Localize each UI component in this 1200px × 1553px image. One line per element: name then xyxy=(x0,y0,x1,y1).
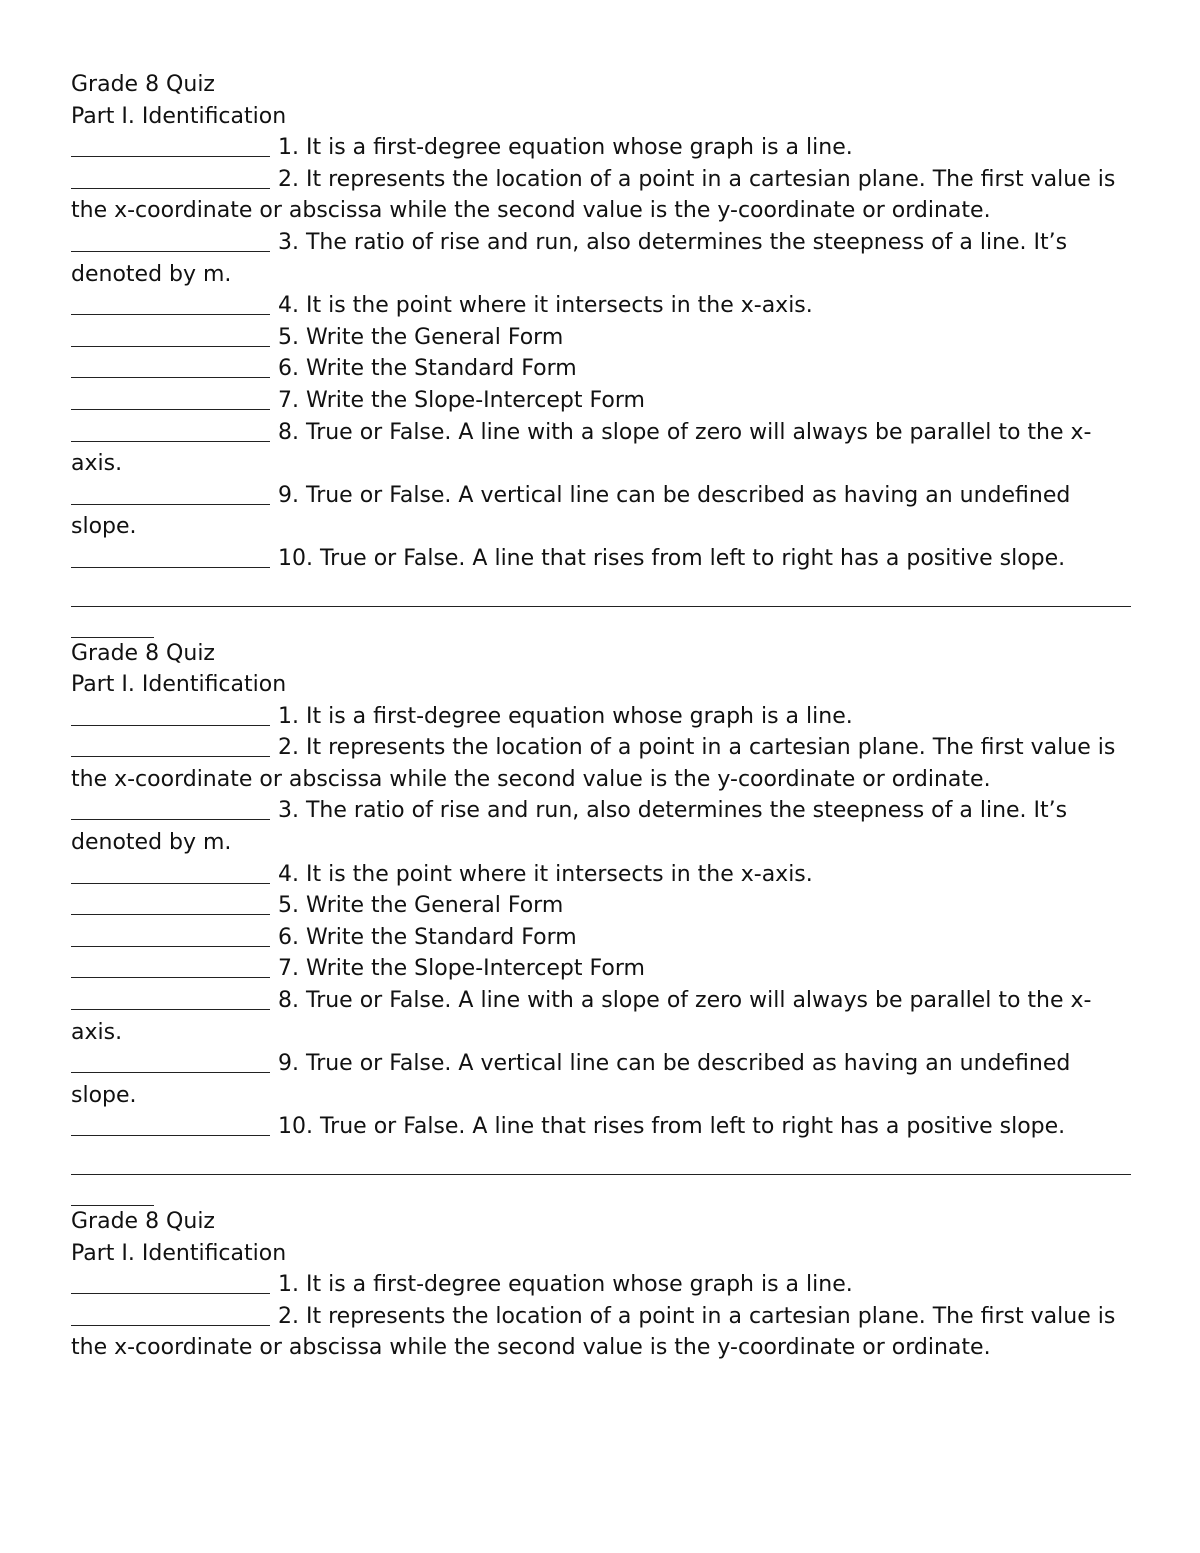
answer-blank[interactable] xyxy=(71,976,270,978)
question-item xyxy=(71,322,1133,354)
quiz-part-heading: Part I. Identification xyxy=(71,1240,287,1266)
answer-blank[interactable] xyxy=(71,313,270,315)
question-item xyxy=(71,385,1133,417)
question-text: 7. Write the Slope-Intercept Form xyxy=(278,387,645,413)
document-page xyxy=(71,69,1133,1364)
quiz-part-heading: Part I. Identification xyxy=(71,672,287,698)
question-item xyxy=(71,227,1133,290)
question-text: 4. It is the point where it intersects in the x-axis. xyxy=(278,293,813,319)
answer-blank[interactable] xyxy=(71,155,270,157)
question-text: 6. Write the Standard Form xyxy=(278,356,577,382)
separator-rule xyxy=(71,1174,1131,1175)
question-item xyxy=(71,543,1133,575)
question-item xyxy=(71,1301,1133,1364)
answer-blank[interactable] xyxy=(71,187,270,189)
separator-rule-short xyxy=(71,637,154,638)
quiz-part-heading: Part I. Identification xyxy=(71,103,287,129)
answer-blank[interactable] xyxy=(71,1292,270,1294)
question-text: 5. Write the General Form xyxy=(278,893,564,919)
answer-blank[interactable] xyxy=(71,882,270,884)
answer-blank[interactable] xyxy=(71,440,270,442)
question-text: 10. True or False. A line that rises from left to right has a positive slope. xyxy=(278,545,1066,571)
question-item xyxy=(71,1048,1133,1111)
answer-blank[interactable] xyxy=(71,1134,270,1136)
question-text: 1. It is a first-degree equation whose graph is a line. xyxy=(278,703,853,729)
question-text: 1. It is a first-degree equation whose graph is a line. xyxy=(278,1272,853,1298)
quiz-block xyxy=(71,69,1133,575)
question-text: 2. It represents the location of a point in a cartesian plane. The first value is the x-coordinate or abscissa while the second value is the y-coordinate or ordinate. xyxy=(71,735,1116,792)
question-item xyxy=(71,985,1133,1048)
question-text: 7. Write the Slope-Intercept Form xyxy=(278,956,645,982)
question-item xyxy=(71,922,1133,954)
cut-line-separator xyxy=(71,1143,1133,1206)
answer-blank[interactable] xyxy=(71,818,270,820)
question-item xyxy=(71,417,1133,480)
question-item xyxy=(71,795,1133,858)
quiz-title: Grade 8 Quiz xyxy=(71,72,215,97)
answer-blank[interactable] xyxy=(71,503,270,505)
quiz-block xyxy=(71,1206,1133,1364)
question-item xyxy=(71,732,1133,795)
question-item xyxy=(71,480,1133,543)
answer-blank[interactable] xyxy=(71,755,270,757)
question-text: 8. True or False. A line with a slope of zero will always be parallel to the x-axis. xyxy=(71,419,1092,477)
answer-blank[interactable] xyxy=(71,913,270,915)
question-text: 1. It is a first-degree equation whose graph is a line. xyxy=(278,135,853,161)
answer-blank[interactable] xyxy=(71,724,270,726)
question-item xyxy=(71,353,1133,385)
answer-blank[interactable] xyxy=(71,345,270,347)
answer-blank[interactable] xyxy=(71,1324,270,1326)
question-item xyxy=(71,290,1133,322)
answer-blank[interactable] xyxy=(71,1071,270,1073)
cut-line-separator xyxy=(71,575,1133,638)
question-text: 6. Write the Standard Form xyxy=(278,924,577,950)
answer-blank[interactable] xyxy=(71,566,270,568)
question-text: 8. True or False. A line with a slope of zero will always be parallel to the x-axis. xyxy=(71,988,1092,1045)
question-text: 10. True or False. A line that rises from left to right has a positive slope. xyxy=(278,1114,1066,1140)
answer-blank[interactable] xyxy=(71,945,270,947)
question-text: 9. True or False. A vertical line can be described as having an undefined slope. xyxy=(71,482,1071,540)
quiz-block xyxy=(71,638,1133,1144)
question-text: 2. It represents the location of a point in a cartesian plane. The first value is the x-coordinate or abscissa while the second value is the y-coordinate or ordinate. xyxy=(71,166,1116,224)
question-item xyxy=(71,1269,1133,1301)
question-text: 5. Write the General Form xyxy=(278,324,564,350)
question-item xyxy=(71,701,1133,733)
answer-blank[interactable] xyxy=(71,1008,270,1010)
answer-blank[interactable] xyxy=(71,376,270,378)
separator-rule-short xyxy=(71,1205,154,1206)
question-item xyxy=(71,164,1133,227)
question-text: 3. The ratio of rise and run, also determines the steepness of a line. It’s denoted by m. xyxy=(71,229,1068,287)
question-text: 2. It represents the location of a point in a cartesian plane. The first value is the x-coordinate or abscissa while the second value is the y-coordinate or ordinate. xyxy=(71,1303,1116,1361)
question-item xyxy=(71,1111,1133,1143)
question-item xyxy=(71,132,1133,164)
question-text: 4. It is the point where it intersects in the x-axis. xyxy=(278,861,813,887)
question-item xyxy=(71,953,1133,985)
quiz-title: Grade 8 Quiz xyxy=(71,1209,215,1234)
question-text: 9. True or False. A vertical line can be described as having an undefined slope. xyxy=(71,1051,1071,1108)
question-item xyxy=(71,859,1133,891)
question-item xyxy=(71,890,1133,922)
separator-rule xyxy=(71,606,1131,607)
answer-blank[interactable] xyxy=(71,408,270,410)
quiz-title: Grade 8 Quiz xyxy=(71,640,215,666)
question-text: 3. The ratio of rise and run, also determines the steepness of a line. It’s denoted by m. xyxy=(71,798,1068,856)
answer-blank[interactable] xyxy=(71,250,270,252)
